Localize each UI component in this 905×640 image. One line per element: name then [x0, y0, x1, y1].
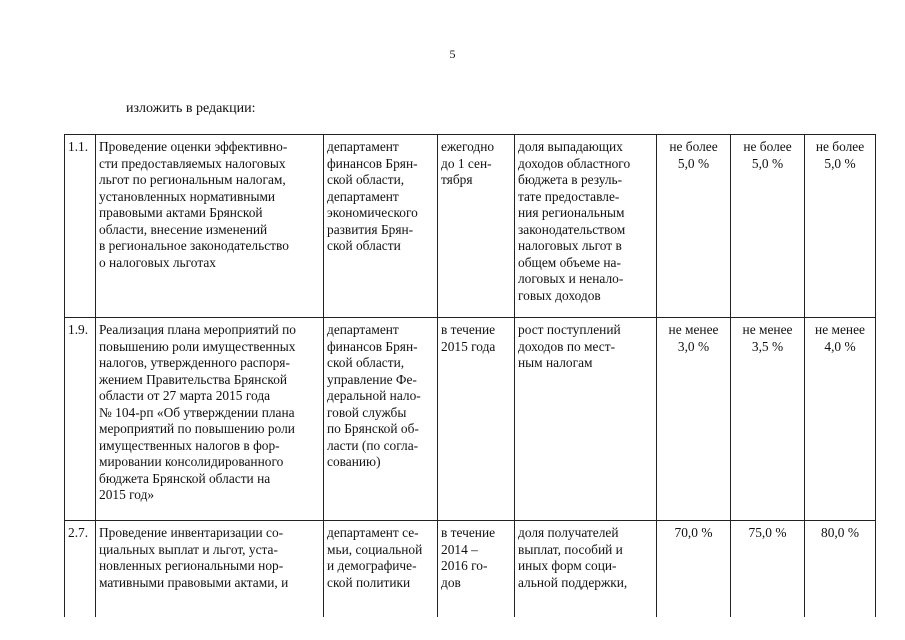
cell-line: повышению роли имущественных: [99, 338, 296, 354]
cell-line: 70,0 %: [674, 525, 713, 540]
cell-line: 5,0 %: [824, 155, 856, 171]
cell-line: ской области,: [327, 172, 405, 187]
value-cell-1: [657, 521, 731, 618]
measure-cell: [96, 318, 324, 521]
cell-line: тате предоставле-: [518, 188, 620, 204]
cell-line: в течение: [441, 525, 496, 540]
cell-line: в региональное законодательство: [99, 238, 289, 253]
cell-line: не менее: [815, 322, 865, 337]
cell-line: 2015 года: [441, 338, 496, 354]
cell-line: налоговых льгот в: [518, 238, 622, 253]
cell-line: не более: [669, 139, 718, 154]
measure-cell: [96, 135, 324, 318]
cell-line: ния региональным: [518, 205, 625, 220]
cell-line: департамент: [327, 139, 399, 154]
cell-line: Реализация плана мероприятий по: [99, 322, 296, 337]
value-cell-2: [731, 135, 805, 318]
cell-line: бюджета в резуль-: [518, 172, 623, 187]
cell-line: 75,0 %: [748, 525, 787, 540]
cell-line: департамент се-: [327, 525, 419, 540]
cell-line: ской политики: [327, 574, 411, 590]
cell-line: льгот по региональным налогам,: [99, 172, 286, 187]
term-cell: [438, 521, 515, 618]
cell-line: не более: [743, 139, 792, 154]
page-number: 5: [449, 47, 456, 61]
cell-line: области, внесение изменений: [99, 221, 268, 237]
cell-line: ным налогам: [518, 355, 593, 370]
cell-line: доходов областного: [518, 155, 631, 171]
cell-line: не менее: [742, 322, 793, 337]
cell-line: 2016 го-: [441, 558, 488, 573]
cell-line: альной поддержки,: [518, 574, 628, 590]
measures-table: [64, 134, 876, 617]
cell-line: мероприятий по повышению роли: [99, 421, 295, 436]
cell-line: говой службы: [327, 404, 407, 420]
executor-cell: [324, 521, 438, 618]
intro-text: изложить в редакции:: [126, 101, 256, 116]
term-cell: [438, 135, 515, 318]
cell-line: департамент: [327, 322, 399, 337]
cell-line: 5,0 %: [677, 155, 710, 171]
cell-line: 3,0 %: [677, 338, 710, 354]
value-cell-1: [657, 135, 731, 318]
measure-cell: [96, 521, 324, 618]
cell-line: доходов по мест-: [518, 338, 616, 354]
executor-cell: [324, 135, 438, 318]
cell-line: развития Брян-: [327, 221, 414, 237]
value-cell-2: [731, 318, 805, 521]
cell-line: о налоговых льготах: [99, 254, 216, 270]
cell-line: области от 27 марта 2015 года: [99, 388, 271, 403]
cell-line: Проведение оценки эффективно-: [99, 139, 288, 154]
cell-line: департамент: [327, 188, 399, 204]
indicator-cell: [515, 135, 657, 318]
cell-line: Проведение инвентаризации со-: [99, 525, 284, 540]
cell-line: правовыми актами Брянской: [99, 205, 263, 220]
cell-line: говых доходов: [518, 287, 601, 303]
row-number: 1.9.: [65, 318, 96, 521]
cell-line: ласти (по согла-: [327, 437, 419, 453]
cell-line: 2014 –: [441, 541, 478, 557]
value-cell-3: [805, 318, 876, 521]
cell-line: мативными правовыми актами, и: [99, 574, 289, 590]
cell-line: до 1 сен-: [441, 155, 492, 171]
cell-line: № 104-рп «Об утверждении плана: [99, 404, 295, 420]
value-cell-3: [805, 135, 876, 318]
executor-cell: [324, 318, 438, 521]
cell-line: финансов Брян-: [327, 155, 418, 171]
term-cell: [438, 318, 515, 521]
cell-line: и демографиче-: [327, 558, 417, 573]
cell-line: финансов Брян-: [327, 338, 418, 354]
cell-line: доля выпадающих: [518, 139, 623, 154]
cell-line: 5,0 %: [751, 155, 784, 171]
value-cell-3: [805, 521, 876, 618]
cell-line: 2015 год»: [99, 487, 155, 502]
cell-line: 80,0 %: [821, 525, 859, 540]
cell-line: циальных выплат и льгот, уста-: [99, 541, 278, 557]
cell-line: жением Правительства Брянской: [99, 371, 288, 387]
cell-line: не более: [815, 139, 865, 154]
cell-line: общем объеме на-: [518, 254, 621, 270]
cell-line: законодательством: [518, 221, 626, 237]
indicator-cell: [515, 318, 657, 521]
cell-line: сованию): [327, 454, 381, 469]
cell-line: имущественных налогов в фор-: [99, 437, 280, 453]
cell-line: деральной нало-: [327, 388, 421, 403]
cell-line: экономического: [327, 205, 418, 220]
cell-line: выплат, пособий и: [518, 541, 623, 557]
indicator-cell: [515, 521, 657, 618]
cell-line: сти предоставляемых налоговых: [99, 155, 286, 171]
table-row: [65, 135, 876, 318]
cell-line: рост поступлений: [518, 322, 621, 337]
cell-line: 3,5 %: [751, 338, 784, 354]
cell-line: управление Фе-: [327, 371, 417, 387]
row-number: 2.7.: [65, 521, 96, 618]
cell-line: доля получателей: [518, 525, 619, 540]
cell-line: в течение: [441, 322, 496, 337]
cell-line: тября: [441, 172, 473, 187]
cell-line: 4,0 %: [824, 338, 856, 354]
cell-line: логовых и ненало-: [518, 271, 624, 286]
cell-line: ской области,: [327, 355, 405, 370]
table-row: [65, 521, 876, 618]
cell-line: иных форм соци-: [518, 558, 617, 573]
cell-line: бюджета Брянской области на: [99, 470, 271, 486]
cell-line: новленных региональными нор-: [99, 558, 284, 573]
cell-line: ской области: [327, 238, 401, 253]
cell-line: не менее: [668, 322, 719, 337]
row-number: 1.1.: [65, 135, 96, 318]
cell-line: мировании консолидированного: [99, 454, 284, 469]
cell-line: налогов, утвержденного распоря-: [99, 355, 290, 370]
cell-line: ежегодно: [441, 139, 495, 154]
table-row: [65, 318, 876, 521]
cell-line: мьи, социальной: [327, 541, 423, 557]
value-cell-2: [731, 521, 805, 618]
value-cell-1: [657, 318, 731, 521]
cell-line: по Брянской об-: [327, 421, 419, 436]
cell-line: установленных нормативными: [99, 188, 276, 204]
cell-line: дов: [441, 574, 461, 590]
